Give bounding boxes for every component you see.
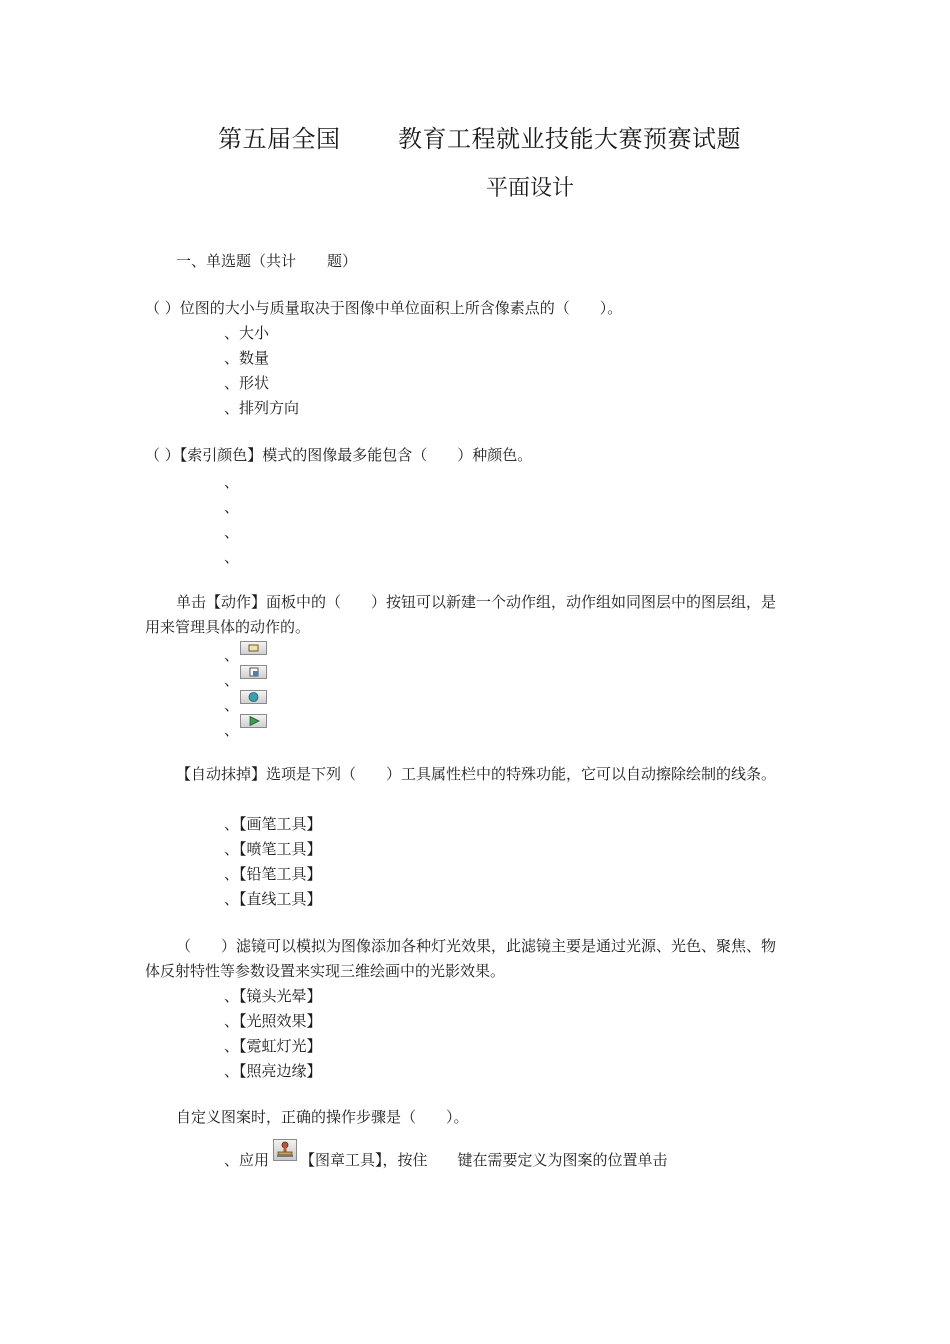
title-right: 教育工程就业技能大赛预赛试题 xyxy=(398,125,741,153)
q1-option-d: 、排列方向 xyxy=(224,399,300,417)
q2-option-a: 、 xyxy=(224,473,240,491)
q3-stem-line1: 单击【动作】面板中的（ ）按钮可以新建一个动作组，动作组如同图层中的图层组，是 xyxy=(176,593,777,611)
q2-option-c: 、 xyxy=(224,523,240,541)
title-left: 第五届全国 xyxy=(218,125,341,153)
q5-option-c: 、【霓虹灯光】 xyxy=(224,1037,322,1055)
q5-stem-line2: 体反射特性等参数设置来实现三维绘画中的光影效果。 xyxy=(145,962,506,980)
subtitle: 平面设计 xyxy=(486,176,575,201)
q2-option-b: 、 xyxy=(224,498,240,516)
q4-option-d: 、【直线工具】 xyxy=(224,890,322,908)
q1-stem: （ ）位图的大小与质量取决于图像中单位面积上所含像素点的（ ）。 xyxy=(145,299,623,317)
new-set-icon xyxy=(240,641,267,655)
q3-option-a: 、 xyxy=(224,646,240,664)
q2-option-d: 、 xyxy=(224,548,240,566)
q1-option-b: 、数量 xyxy=(224,349,270,367)
q6-option-a-suffix: 【图章工具】，按住 键在需要定义为图案的位置单击 xyxy=(300,1151,668,1169)
q5-option-a: 、【镜头光晕】 xyxy=(224,987,322,1005)
q5-option-b: 、【光照效果】 xyxy=(224,1012,322,1030)
section-heading-a: 一、单选题（共计 xyxy=(176,252,297,270)
q5-stem-line1: （ ）滤镜可以模拟为图像添加各种灯光效果，此滤镜主要是通过光源、光色、聚焦、物 xyxy=(176,937,777,955)
q4-stem: 【自动抹掉】选项是下列（ ）工具属性栏中的特殊功能，它可以自动擦除绘制的线条。 xyxy=(176,765,777,783)
q2-stem: （ ）【索引颜色】模式的图像最多能包含（ ）种颜色。 xyxy=(145,446,533,464)
q1-option-a: 、大小 xyxy=(224,324,270,342)
stamp-tool-icon xyxy=(273,1139,297,1161)
play-icon xyxy=(240,714,267,728)
q3-option-c: 、 xyxy=(224,696,240,714)
section-heading-b: 题） xyxy=(327,252,358,270)
q1-option-c: 、形状 xyxy=(224,374,270,392)
q3-stem-line2: 用来管理具体的动作的。 xyxy=(145,618,311,636)
q4-option-a: 、【画笔工具】 xyxy=(224,815,322,833)
q3-option-b: 、 xyxy=(224,671,240,689)
q4-option-b: 、【喷笔工具】 xyxy=(224,840,322,858)
new-action-icon xyxy=(240,665,267,679)
q6-option-a-prefix: 、应用 xyxy=(224,1151,270,1169)
q5-option-d: 、【照亮边缘】 xyxy=(224,1062,322,1080)
q6-stem: 自定义图案时，正确的操作步骤是（ ）。 xyxy=(176,1108,469,1126)
record-icon xyxy=(240,690,267,704)
q3-option-d: 、 xyxy=(224,721,240,739)
q4-option-c: 、【铅笔工具】 xyxy=(224,865,322,883)
